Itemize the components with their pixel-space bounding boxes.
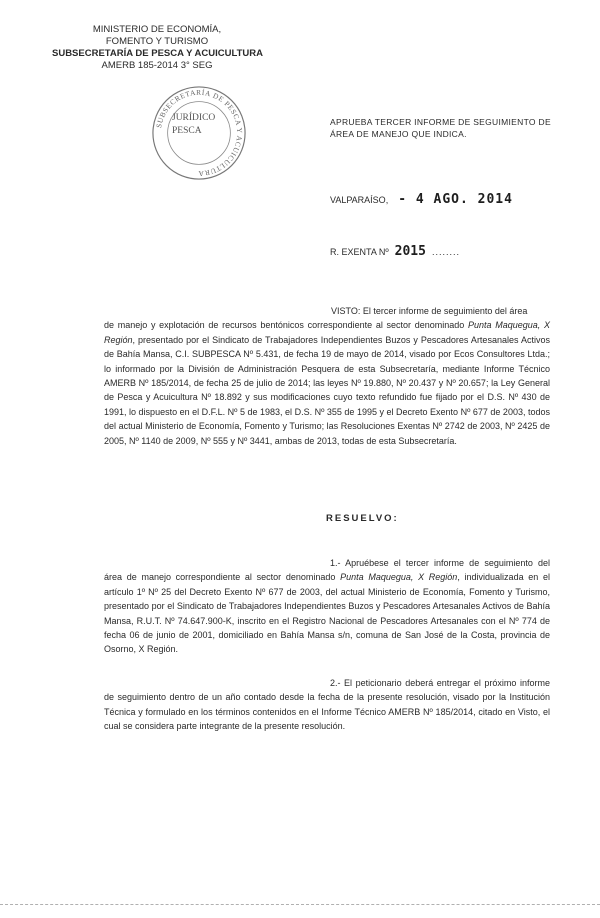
seal-inner-text	[172, 112, 215, 138]
resuelvo-heading: RESUELVO:	[326, 513, 399, 524]
item-1-place: Punta Maquegua, X Región	[340, 572, 458, 583]
date-line	[330, 192, 513, 207]
item-1-text-b: , individualizada en el artículo 1º Nº 25 del Decreto Exento Nº 677 de 2003, del actual Ministerio de Economía, Fomento y Turismo, presentado por el Sindicato de Trabajadores Independientes Buzos y Pescadores Artesanales Activos de Bahía Mansa, R.U.T. Nº 74.647.900-K, inscrito en el Registro Nacional de Pescadores Artesanales con el Nº 774 de fecha 06 de junio de 2001, domiciliado en Bahía Mansa s/n, comuna de San José de la Costa, provincia de Osorno, X Región.	[104, 572, 551, 655]
document-subject	[330, 116, 560, 140]
ministry-line-1: MINISTERIO DE ECONOMÍA,	[92, 24, 222, 35]
resolution-number: 2015	[394, 244, 426, 259]
seal-line-2: PESCA	[172, 126, 202, 136]
seal-ring-text: SUBSECRETARÍA DE PESCA Y ACUICULTURA	[154, 87, 245, 179]
resolution-item-1	[104, 556, 550, 657]
resolution-label: R. EXENTA Nº	[330, 247, 389, 257]
resolution-dots: ........	[431, 247, 460, 257]
subject-line-1: APRUEBA TERCER INFORME DE SEGUIMIENTO DE	[330, 117, 551, 127]
visto-intro: VISTO: El tercer informe de seguimiento del área	[331, 306, 528, 316]
ministry-line-2: FOMENTO Y TURISMO	[105, 36, 209, 47]
page-bottom-divider	[0, 904, 600, 906]
reference-code: AMERB 185-2014 3° SEG	[101, 60, 213, 71]
letterhead	[52, 24, 262, 72]
item-2-lead: 2.- El peticionario deberá entregar el próximo	[330, 678, 517, 688]
item-1-lead: 1.- Apruébese el tercer informe de seguimiento	[330, 558, 533, 568]
visto-paragraph	[104, 304, 550, 448]
seal-line-1: JURÍDICO	[172, 113, 216, 123]
subject-line-2: ÁREA DE MANEJO QUE INDICA.	[330, 129, 467, 139]
visto-text-b: , presentado por el Sindicato de Trabajadores Independientes Buzos y Pescadores Artesanales Activos de Bahía Mansa, C.I. SUBPESCA Nº 5.431, de fecha 19 de mayo de 2014, visado por Ecos Consultores Ltda.; lo informado por la División de Administración Pesquera de esta Subsecretaría, mediante Informe Técnico AMERB Nº 185/2014, de fecha 25 de julio de 2014; las leyes Nº 19.880, Nº 20.437 y Nº 20.657; la Ley General de Pesca y Acuicultura Nº 18.892 y sus modificaciones cuyo texto refundido fue fijado por el D.S. Nº 430 de 1991, lo dispuesto en el D.F.L. Nº 5 de 1983, el D.S. Nº 355 de 1995 y el Decreto Exento Nº 677 de 2003, todos del actual Ministerio de Economía, Fomento y Turismo; las Resoluciones Exentas Nº 2742 de 2003, Nº 2425 de 2005, Nº 1140 de 2009, Nº 555 y Nº 3441, ambas de 2013, todas de esta Subsecretaría.	[104, 334, 550, 446]
resolution-number-line	[330, 244, 460, 259]
subsecretaria-name: SUBSECRETARÍA DE PESCA Y ACUICULTURA	[52, 48, 263, 59]
item-2-text-a: informe de seguimiento dentro de un año contado desde la fecha de la presente resolución, visado por la Institución Técnica y formulado en los términos contenidos en el Informe Técnico AMERB Nº 185/2014, citado en Visto, el cual se considera parte integrante de la presente resolución.	[104, 678, 550, 732]
date-place: VALPARAÍSO,	[330, 195, 389, 205]
item-1-text-a: del área de manejo correspondiente al sector denominado	[104, 558, 550, 583]
visto-body	[104, 318, 550, 448]
visto-text-a: de manejo y explotación de recursos bentónicos correspondiente al sector denominado	[104, 320, 469, 331]
resolution-item-2	[104, 676, 550, 734]
stamped-date: - 4 AGO. 2014	[398, 192, 513, 207]
visto-place: Punta Maquegua, X Región	[104, 320, 550, 345]
